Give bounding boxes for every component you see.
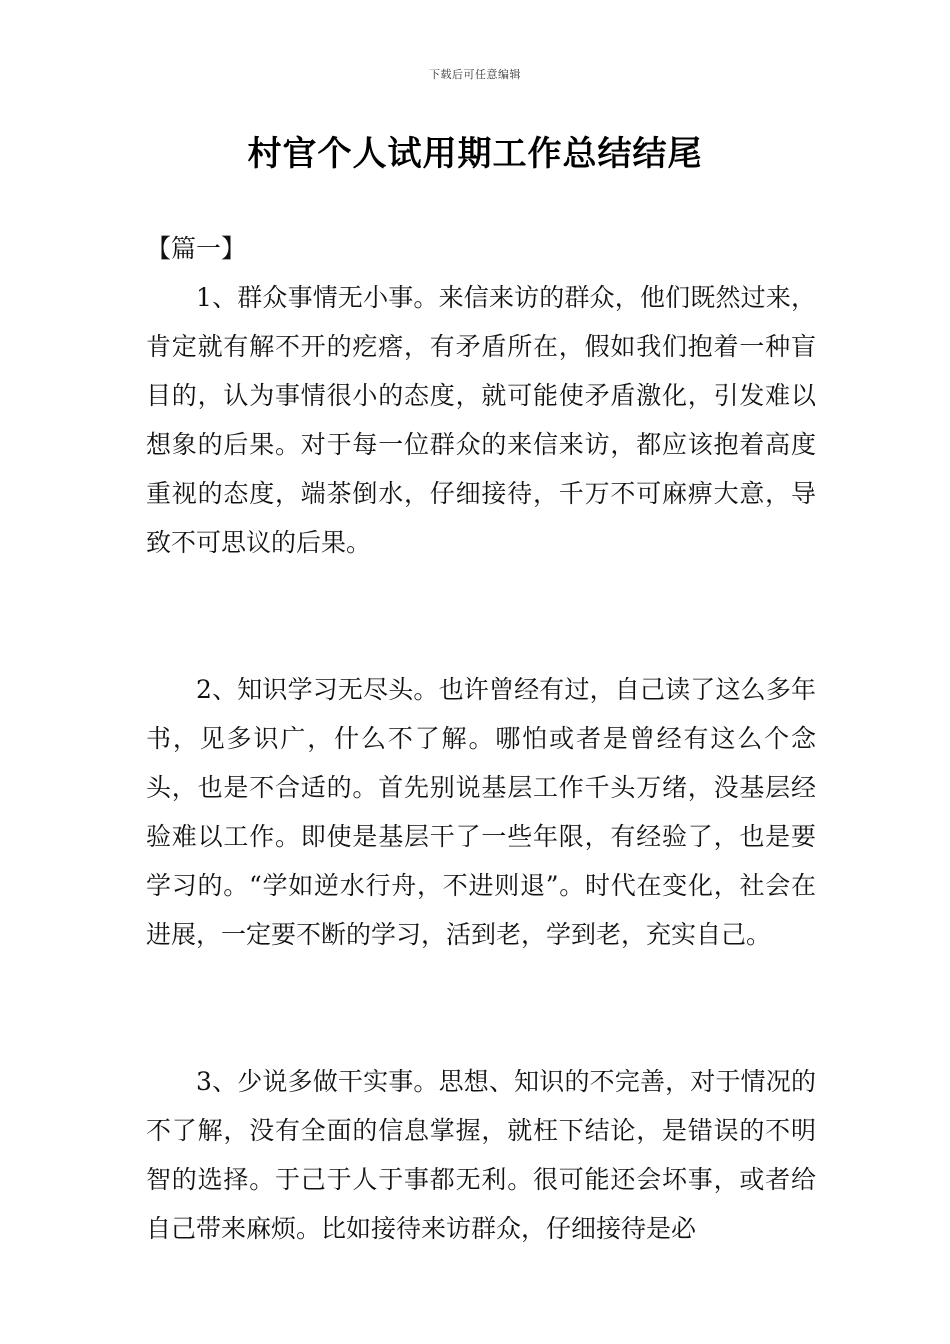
paragraph-3: 3、少说多做干实事。思想、知识的不完善，对于情况的不了解，没有全面的信息掌握，就枉下结论，是错误的不明智的选择。于己于人于事都无利。很可能还会坏事，或者给自己带来麻烦。比如接待来访群众，仔细接待是必 <box>146 1067 816 1243</box>
header-note: 下载后可任意编辑 <box>429 68 521 81</box>
paragraph-2: 2、知识学习无尽头。也许曾经有过，自己读了这么多年书，见多识广，什么不了解。哪怕或者是曾经有这么个念头，也是不合适的。首先别说基层工作千头万绪，没基层经验难以工作。即使是基层干了一些年限，有经验了，也是要学习的。“学如逆水行舟，不进则退”。时代在变化，社会在进展，一定要不断的学习，活到老，学到老，充实自己。 <box>146 675 816 949</box>
section-label: 【篇一】 <box>146 234 247 263</box>
document-body <box>146 224 816 1253</box>
document-title: 村官个人试用期工作总结结尾 <box>247 134 703 174</box>
paragraph-1: 1、群众事情无小事。来信来访的群众，他们既然过来，肯定就有解不开的疙瘩，有矛盾所在，假如我们抱着一种盲目的，认为事情很小的态度，就可能使矛盾激化，引发难以想象的后果。对于每一位群众的来信来访，都应该抱着高度重视的态度，端茶倒水，仔细接待，千万不可麻痹大意，导致不可思议的后果。 <box>146 283 816 557</box>
